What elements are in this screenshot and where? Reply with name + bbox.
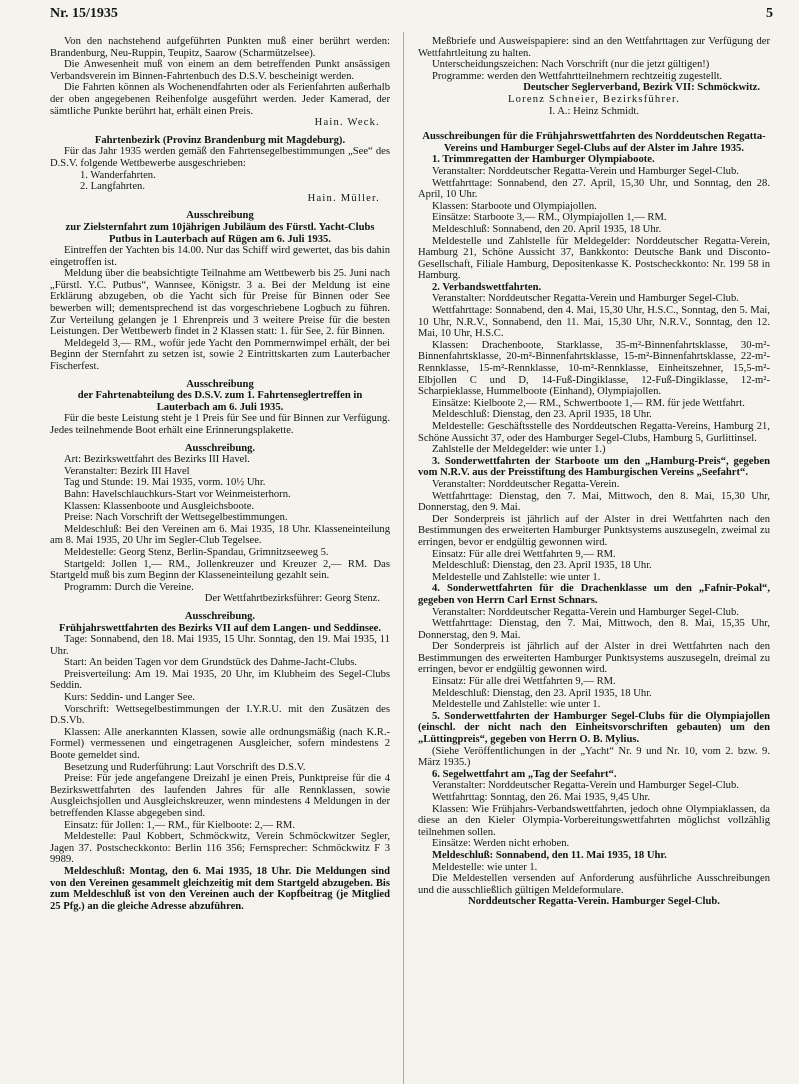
entry: Tag und Stunde: 19. Mai 1935, vorm. 10½ Uhr.	[64, 477, 266, 489]
entry: Kurs: Seddin- und Langer See.	[64, 692, 195, 704]
entry: Start: An beiden Tagen vor dem Grundstück des Dahme-Jacht-Clubs.	[64, 657, 357, 669]
signature: I. A.: Heinz Schmidt.	[548, 105, 640, 117]
entry: Meldeschluß: Sonnabend, den 11. Mai 1935, 18 Uhr.	[432, 849, 667, 861]
paragraph: Meldung über die beabsichtigte Teilnahme am Wettbewerb bis 25. Juni nach „Fürstl. Y.C. Putbus“, Wannsee, Königstr. 3 a. Bei der Meldung ist eine Erklärung abzugeben, ob die Yacht sich für Preise für Binnen oder See bewerben will; dementsprechend ist das vorgeschriebene Logbuch zu führen. Zur Verteilung gelangen je 1 Ehrenpreis und 3 weitere Preise für die besten Leistungen. Der Wettbewerb findet in 2 Klassen statt: 1. für See, 2. für Binnen.	[50, 268, 390, 338]
entry: Vorschrift: Wettsegelbestimmungen der I.Y.R.U. mit den Zusätzen des D.S.Vb.	[50, 703, 390, 727]
entry: Zahlstelle der Meldegelder: wie unter 1.)	[432, 444, 606, 456]
section-heading: Ausschreibung	[186, 210, 254, 222]
entry: Meßbriefe und Ausweispapiere: sind an den Wettfahrttagen zur Verfügung der Wettfahrtleitung zu halten.	[418, 36, 770, 59]
entry: Veranstalter: Norddeutscher Regatta-Verein und Hamburger Segel-Club.	[432, 780, 739, 792]
section-heading: Ausschreibungen für die Frühjahrswettfahrten des Norddeutschen Regatta-Vereins und Hamburger Segel-Clubs auf der Alster im Jahre 1935.	[422, 131, 766, 154]
entry: Meldeschluß: Sonnabend, den 20. April 1935, 18 Uhr.	[432, 223, 662, 235]
left-column	[50, 36, 390, 912]
signature: Hain. Weck.	[314, 117, 380, 129]
entry: Programme: werden den Wettfahrtteilnehmern rechtzeitig zugestellt.	[432, 70, 723, 82]
entry: Klassen: Wie Frühjahrs-Verbandswettfahrten, jedoch ohne Olympiaklassen, da diese an den Kieler Olympia-Vorbereitungswettfahrten möglichst vollzählig teilnehmen sollen.	[418, 803, 770, 838]
regatta-title: 5. Sonderwettfahrten der Hamburger Segel-Clubs für die Olympiajollen (einschl. der nicht nach den Einheitsvorschriften gebauten) um den „Lüttingpreis“, gegeben von Herrn O. B. Mylius.	[418, 710, 770, 746]
entry: (Siehe Veröffentlichungen in der „Yacht“ Nr. 9 und Nr. 10, vom 2. bzw. 9. März 1935.)	[418, 745, 770, 769]
section-subheading: Frühjahrswettfahrten des Bezirks VII auf dem Langen- und Seddinsee.	[58, 622, 382, 634]
regatta-title: 2. Verbandswettfahrten.	[432, 281, 542, 293]
entry: Klassen: Klassenboote und Ausgleichsboote.	[64, 500, 255, 512]
entry: Preisverteilung: Am 19. Mai 1935, 20 Uhr, im Klubheim des Segel-Clubs Seddin.	[50, 668, 390, 692]
regatta-title: 1. Trimmregatten der Hamburger Olympiaboote.	[432, 154, 655, 166]
entry: Preise: Nach Vorschrift der Wettsegelbestimmungen.	[64, 512, 288, 524]
section-subheading: zur Zielsternfahrt zum 10jährigen Jubiläum des Fürstl. Yacht-Clubs Putbus in Lauterbach auf Rügen am 6. Juli 1935.	[65, 221, 375, 245]
entry: Meldeschluß: Bei den Vereinen am 6. Mai 1935, 18 Uhr. Klasseneinteilung am 8. Mai 1935, 20 Uhr im Segler-Club Tegelsee.	[50, 523, 390, 547]
signature: Hain. Müller.	[307, 192, 380, 204]
regatta-title: 3. Sonderwettfahrten der Starboote um den „Hamburg-Preis“, gegeben vom N.R.V. aus der Preisstiftung des Hamburgischen Vereins „Seefahrt“.	[418, 455, 770, 479]
signature: Lorenz Schneier, Bezirksführer.	[507, 93, 681, 105]
paragraph: Die Fahrten können als Wochenendfahrten oder als Ferienfahrten außerhalb der oben angegebenen Reihenfolge ausgeführt werden. Jeder Kamerad, der sämtliche Punkte berührt hat, erhält einen Preis.	[50, 82, 390, 117]
entry: Programm: Durch die Vereine.	[64, 581, 194, 593]
paragraph: Für das Jahr 1935 werden gemäß den Fahrtensegelbestimmungen „See“ des D.S.V. folgende Wettbewerbe ausgeschrieben:	[50, 146, 390, 169]
section-heading: Ausschreibung.	[184, 610, 256, 622]
entry: Art: Bezirkswettfahrt des Bezirks III Havel.	[64, 454, 250, 466]
entry: Meldestelle: Paul Kobbert, Schmöckwitz, Verein Schmöckwitzer Segler, Jagen 37. Postscheckkonto: Berlin 116 356; Fernsprecher: Schmöckwitz F 3 9989.	[50, 831, 390, 866]
entry: Tage: Sonnabend, den 18. Mai 1935, 15 Uhr. Sonntag, den 19. Mai 1935, 11 Uhr.	[50, 634, 390, 657]
signature: Deutscher Seglerverband, Bezirk VII: Schmöckwitz.	[523, 82, 760, 94]
signature: Der Wettfahrtbezirksführer: Georg Stenz.	[204, 593, 380, 605]
issue-number: Nr. 15/1935	[50, 6, 118, 21]
page-header	[50, 6, 773, 26]
section-heading: Fahrtenbezirk (Provinz Brandenburg mit Magdeburg).	[94, 134, 346, 146]
entry: Einsätze: Werden nicht erhoben.	[432, 838, 570, 850]
entry: Die Meldestellen versenden auf Anforderung ausführliche Ausschreibungen und die ausschließlich gültigen Meldeformulare.	[418, 873, 770, 896]
section-heading: Ausschreibung	[186, 378, 254, 390]
list-item: 1. Wanderfahrten.	[80, 169, 156, 181]
entry: Wettfahrttage: Sonnabend, den 4. Mai, 15,30 Uhr, H.S.C., Sonntag, den 5. Mai, 10 Uhr, N.R.V., Sonnabend, den 11. Mai, 15,30 Uhr, N.R.V., Sonntag, den 12. Mai, 10 Uhr, H.S.C.	[418, 305, 770, 340]
paragraph: Eintreffen der Yachten bis 14.00. Nur das Schiff wird gewertet, das bis dahin eingetroffen ist.	[50, 245, 390, 268]
entry: Der Sonderpreis ist jährlich auf der Alster in drei Wettfahrten nach den Bestimmungen des erweiterten Hamburger Punktsystems auszusegeln, zweimal zu erringen, bevor er endgültig gewonnen wird.	[418, 513, 770, 548]
entry: Meldeschluß: Montag, den 6. Mai 1935, 18 Uhr. Die Meldungen sind von den Vereinen gesammelt gleichzeitig mit dem Startgeld abzugeben. Bis zum Meldeschluß ist von den Vereinen auch der Kopfbeitrag (je Mitglied 25 Pfg.) an die gleiche Adresse abzuführen.	[50, 865, 390, 912]
entry: Meldeschluß: Dienstag, den 23. April 1935, 18 Uhr.	[432, 560, 652, 572]
paragraph: Die Anwesenheit muß von einem an dem betreffenden Punkt ansässigen Verbandsverein im Binnen-Fahrtenbuch des D.S.V. bescheinigt werden.	[50, 59, 390, 82]
entry: Meldeschluß: Dienstag, den 23. April 1935, 18 Uhr.	[432, 687, 652, 699]
entry: Einsatz: für Jollen: 1,— RM., für Kielboote: 2,— RM.	[64, 819, 295, 831]
paragraph: Meldegeld 3,— RM., wofür jede Yacht den Pommernwimpel erhält, der bei Beginn der Sternfahrt zu setzen ist, sowie 2 Eintrittskarten zum Lauterbacher Fischerfest.	[50, 337, 390, 373]
signature: Norddeutscher Regatta-Verein. Hamburger Segel-Club.	[468, 896, 720, 908]
entry: Einsätze: Kielboote 2,— RM., Schwertboote 1,— RM. für jede Wettfahrt.	[432, 397, 745, 409]
entry: Startgeld: Jollen 1,— RM., Jollenkreuzer und Kreuzer 2,— RM. Das Startgeld muß bis zum Beginn der Klasseneinteilung gezahlt sein.	[50, 558, 390, 582]
entry: Veranstalter: Norddeutscher Regatta-Verein.	[432, 478, 620, 490]
entry: Meldestelle: Geschäftsstelle des Norddeutschen Regatta-Vereins, Hamburg 21, Schöne Aussicht 37, oder des Hamburger Segel-Clubs, Hamburg 5, Gurlittinsel.	[418, 421, 770, 444]
entry: Einsätze: Starboote 3,— RM., Olympiajollen 1,— RM.	[432, 212, 667, 224]
section-heading: Ausschreibung.	[184, 442, 256, 454]
page-number: 5	[766, 6, 773, 21]
entry: Klassen: Alle anerkannten Klassen, sowie alle ordnungsmäßig (nach K.R.-Formel) vermessenen und eingetragenen Ausgleicher, sofern mindestens 2 Boote gemeldet sind.	[50, 726, 390, 762]
entry: Bahn: Havelschlauchkurs-Start vor Weinmeisterhorn.	[64, 488, 291, 500]
entry: Klassen: Drachenboote, Starklasse, 35-m²-Binnenfahrtsklasse, 30-m²-Binnenfahrtsklasse, 20-m²-Binnenfahrtsklasse, 15-m²-Binnenfahrtsklasse, 22-m²-Rennklasse, 15-m²-Rennklasse, 10-m²-Rennklasse, Einheitszehner, 15,5-m²-Elbjollen C und D, 14-Fuß-Dingiklasse, 12-Fuß-Dingiklasse, 12-m²-Scharpieklasse, Hummelboote (Einhand), Olympiajollen.	[418, 339, 770, 398]
regatta-title: 4. Sonderwettfahrten für die Drachenklasse um den „Fafnir-Pokal“, gegeben von Herrn Carl Ernst Schnars.	[418, 583, 770, 606]
paragraph: Für die beste Leistung steht je 1 Preis für See und für Binnen zur Verfügung. Jedes teilnehmende Boot erhält eine Erinnerungsplakette.	[50, 413, 390, 436]
entry: Wettfahrttage: Dienstag, den 7. Mai, Mittwoch, den 8. Mai, 15,30 Uhr, Donnerstag, den 9. Mai.	[418, 490, 770, 514]
entry: Meldestelle und Zahlstelle: wie unter 1.	[432, 699, 601, 711]
section-subheading: der Fahrtenabteilung des D.S.V. zum 1. Fahrtenseglertreffen in Lauterbach am 6. Juli 1935.	[77, 390, 363, 413]
entry: Meldestelle und Zahlstelle für Meldegelder: Norddeutscher Regatta-Verein, Hamburg 21, Schöne Aussicht 37, Bankkonto: Deutsche Bank und Disconto-Gesellschaft, Filiale Hamburg, Depositenkasse K. Postscheckkonto: Nr. 199 58 in Hamburg.	[418, 235, 770, 282]
entry: Unterscheidungszeichen: Nach Vorschrift (nur die jetzt gültigen!)	[432, 59, 710, 71]
entry: Klassen: Starboote und Olympiajollen.	[432, 200, 597, 212]
entry: Wettfahrttag: Sonntag, den 26. Mai 1935, 9,45 Uhr.	[432, 792, 651, 803]
entry: Veranstalter: Norddeutscher Regatta-Verein und Hamburger Segel-Club.	[432, 606, 739, 618]
entry: Besetzung und Ruderführung: Laut Vorschrift des D.S.V.	[64, 761, 306, 773]
right-column	[418, 36, 770, 908]
entry: Der Sonderpreis ist jährlich auf der Alster in drei Wettfahrten nach den Bestimmungen des erweiterten Hamburger Punktsystems auszusegeln, dreimal zu erringen, bevor er endgültig gewonnen wird.	[418, 641, 770, 676]
entry: Einsatz: Für alle drei Wettfahrten 9,— RM.	[432, 548, 616, 560]
paragraph: Von den nachstehend aufgeführten Punkten muß einer berührt werden: Brandenburg, Neu-Ruppin, Teupitz, Saarow (Scharmützelsee).	[50, 36, 390, 59]
entry: Meldestelle und Zahlstelle: wie unter 1.	[432, 571, 601, 583]
list-item: 2. Langfahrten.	[80, 181, 146, 193]
entry: Meldestelle: wie unter 1.	[432, 861, 538, 873]
entry: Veranstalter: Norddeutscher Regatta-Verein und Hamburger Segel-Club.	[432, 293, 739, 305]
entry: Meldeschluß: Dienstag, den 23. April 1935, 18 Uhr.	[432, 409, 652, 421]
regatta-title: 6. Segelwettfahrt am „Tag der Seefahrt“.	[432, 768, 617, 780]
column-divider	[403, 32, 404, 1084]
entry: Wettfahrttage: Dienstag, den 7. Mai, Mittwoch, den 8. Mai, 15,35 Uhr, Donnerstag, den 9. Mai.	[418, 618, 770, 641]
entry: Preise: Für jede angefangene Dreizahl je einen Preis, Punktpreise für die 4 Bezirkswettfahrten des laufenden Jahres für alle Rennklassen, sowie Ausgleichsjollen und Ausgleichskreuzer, wenn mindestens 4 Meldungen in der betreffenden Klasse abgegeben sind.	[50, 773, 390, 819]
entry: Einsatz: Für alle drei Wettfahrten 9,— RM.	[432, 676, 616, 688]
entry: Meldestelle: Georg Stenz, Berlin-Spandau, Grimnitzseeweg 5.	[64, 546, 329, 558]
entry: Wettfahrttage: Sonnabend, den 27. April, 15,30 Uhr, und Sonntag, den 28. April, 10 Uhr.	[418, 177, 770, 201]
entry: Veranstalter: Bezirk III Havel	[64, 465, 190, 477]
entry: Veranstalter: Norddeutscher Regatta-Verein und Hamburger Segel-Club.	[432, 165, 739, 177]
